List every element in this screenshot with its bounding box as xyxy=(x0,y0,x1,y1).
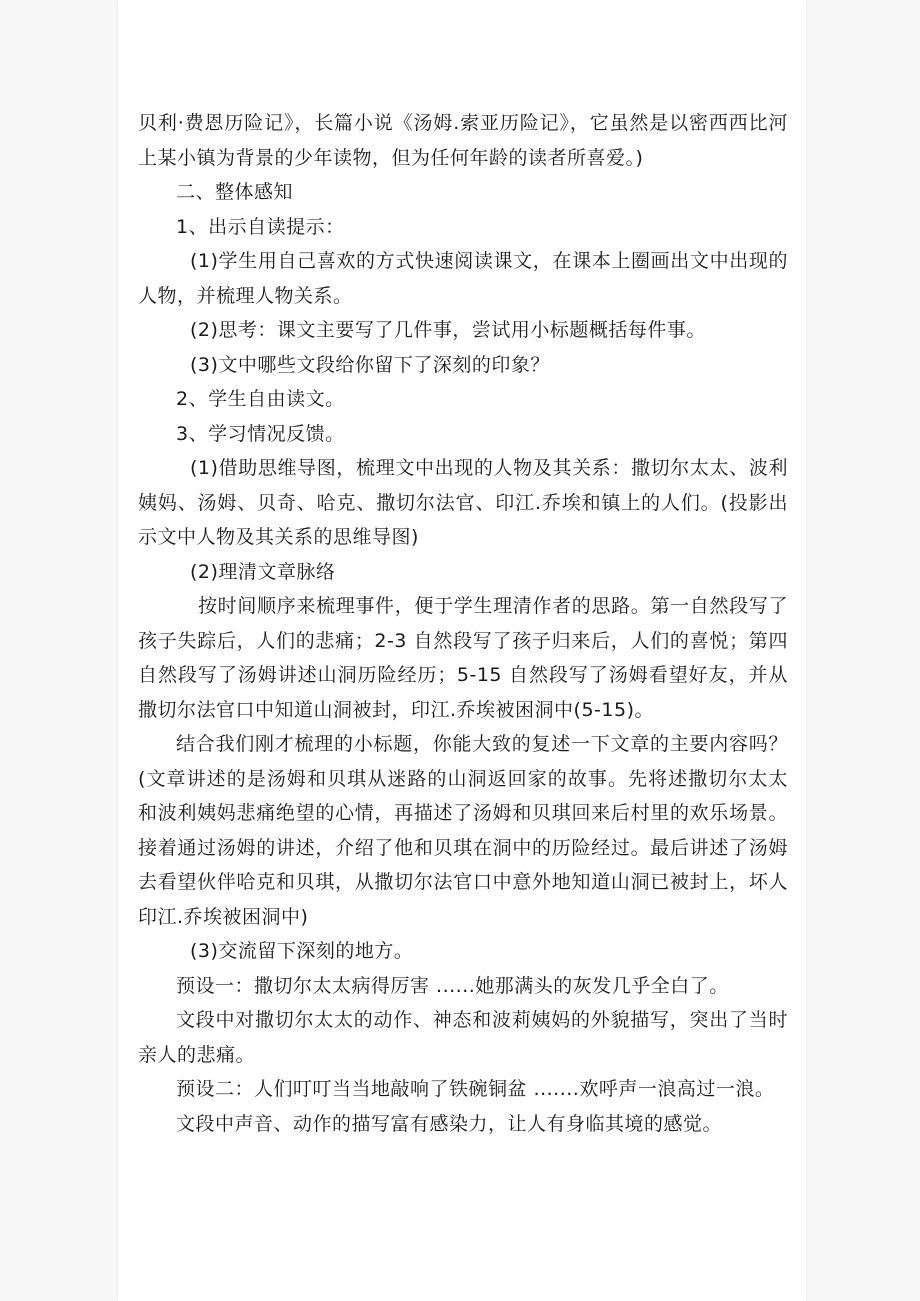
document-body xyxy=(138,106,788,1141)
feedback-1: (1)借助思维导图，梳理文中出现的人物及其关系：撒切尔太太、波利姨妈、汤姆、贝奇、哈克、撒切尔法官、印江.乔埃和镇上的人们。(投影出示文中人物及其关系的思维导图) xyxy=(138,457,788,548)
feedback-2: (2)理清文章脉络 xyxy=(190,560,336,583)
timeline-paragraph: 按时间顺序来梳理事件，便于学生理清作者的思路。第一自然段写了孩子失踪后，人们的悲痛；2-3 自然段写了孩子归来后，人们的喜悦；第四自然段写了汤姆讲述山洞历险经历；5-15 自然段写了汤姆看望好友，并从撒切尔法官口中知道山洞被封，印江.乔埃被困洞中(5-15)。 xyxy=(138,595,788,721)
summary-paragraph: 结合我们刚才梳理的小标题，你能大致的复述一下文章的主要内容吗？(文章讲述的是汤姆和贝琪从迷路的山洞返回家的故事。先将述撒切尔太太和波利姨妈悲痛绝望的心情，再描述了汤姆和贝琪回来后村里的欢乐场景。接着通过汤姆的讲述，介绍了他和贝琪在洞中的历险经过。最后讲述了汤姆去看望伙伴哈克和贝琪，从撒切尔法官口中意外地知道山洞已被封上，坏人印江.乔埃被困洞中) xyxy=(138,733,788,928)
step-2-heading: 2、学生自由读文。 xyxy=(176,388,345,410)
paragraph-continuation: 贝利·费恩历险记》，长篇小说《汤姆.索亚历险记》，它虽然是以密西西比河上某小镇为背景的少年读物，但为任何年龄的读者所喜爱。) xyxy=(138,112,788,169)
heading-overall-perception: 二、整体感知 xyxy=(176,181,294,203)
step-3-heading: 3、学习情况反馈。 xyxy=(176,422,345,445)
prompt-1: (1)学生用自己喜欢的方式快速阅读课文，在课本上圈画出文中出现的人物，并梳理人物关系。 xyxy=(138,250,788,307)
prompt-3: (3)文中哪些文段给你留下了深刻的印象？ xyxy=(190,353,550,376)
document-page xyxy=(118,0,806,1301)
preset-1: 预设一：撒切尔太太病得厉害 ......她那满头的灰发几乎全白了。 xyxy=(176,974,729,997)
preset-2-analysis: 文段中声音、动作的描写富有感染力，让人有身临其境的感觉。 xyxy=(176,1112,723,1135)
preset-1-analysis: 文段中对撒切尔太太的动作、神态和波莉姨妈的外貌描写，突出了当时亲人的悲痛。 xyxy=(138,1009,788,1066)
step-1-heading: 1、出示自读提示： xyxy=(176,215,345,238)
prompt-2: (2)思考：课文主要写了几件事，尝试用小标题概括每件事。 xyxy=(190,319,706,341)
feedback-3: (3)交流留下深刻的地方。 xyxy=(190,940,414,962)
preset-2: 预设二：人们叮叮当当地敲响了铁碗铜盆 .......欢呼声一浪高过一浪。 xyxy=(176,1078,775,1100)
